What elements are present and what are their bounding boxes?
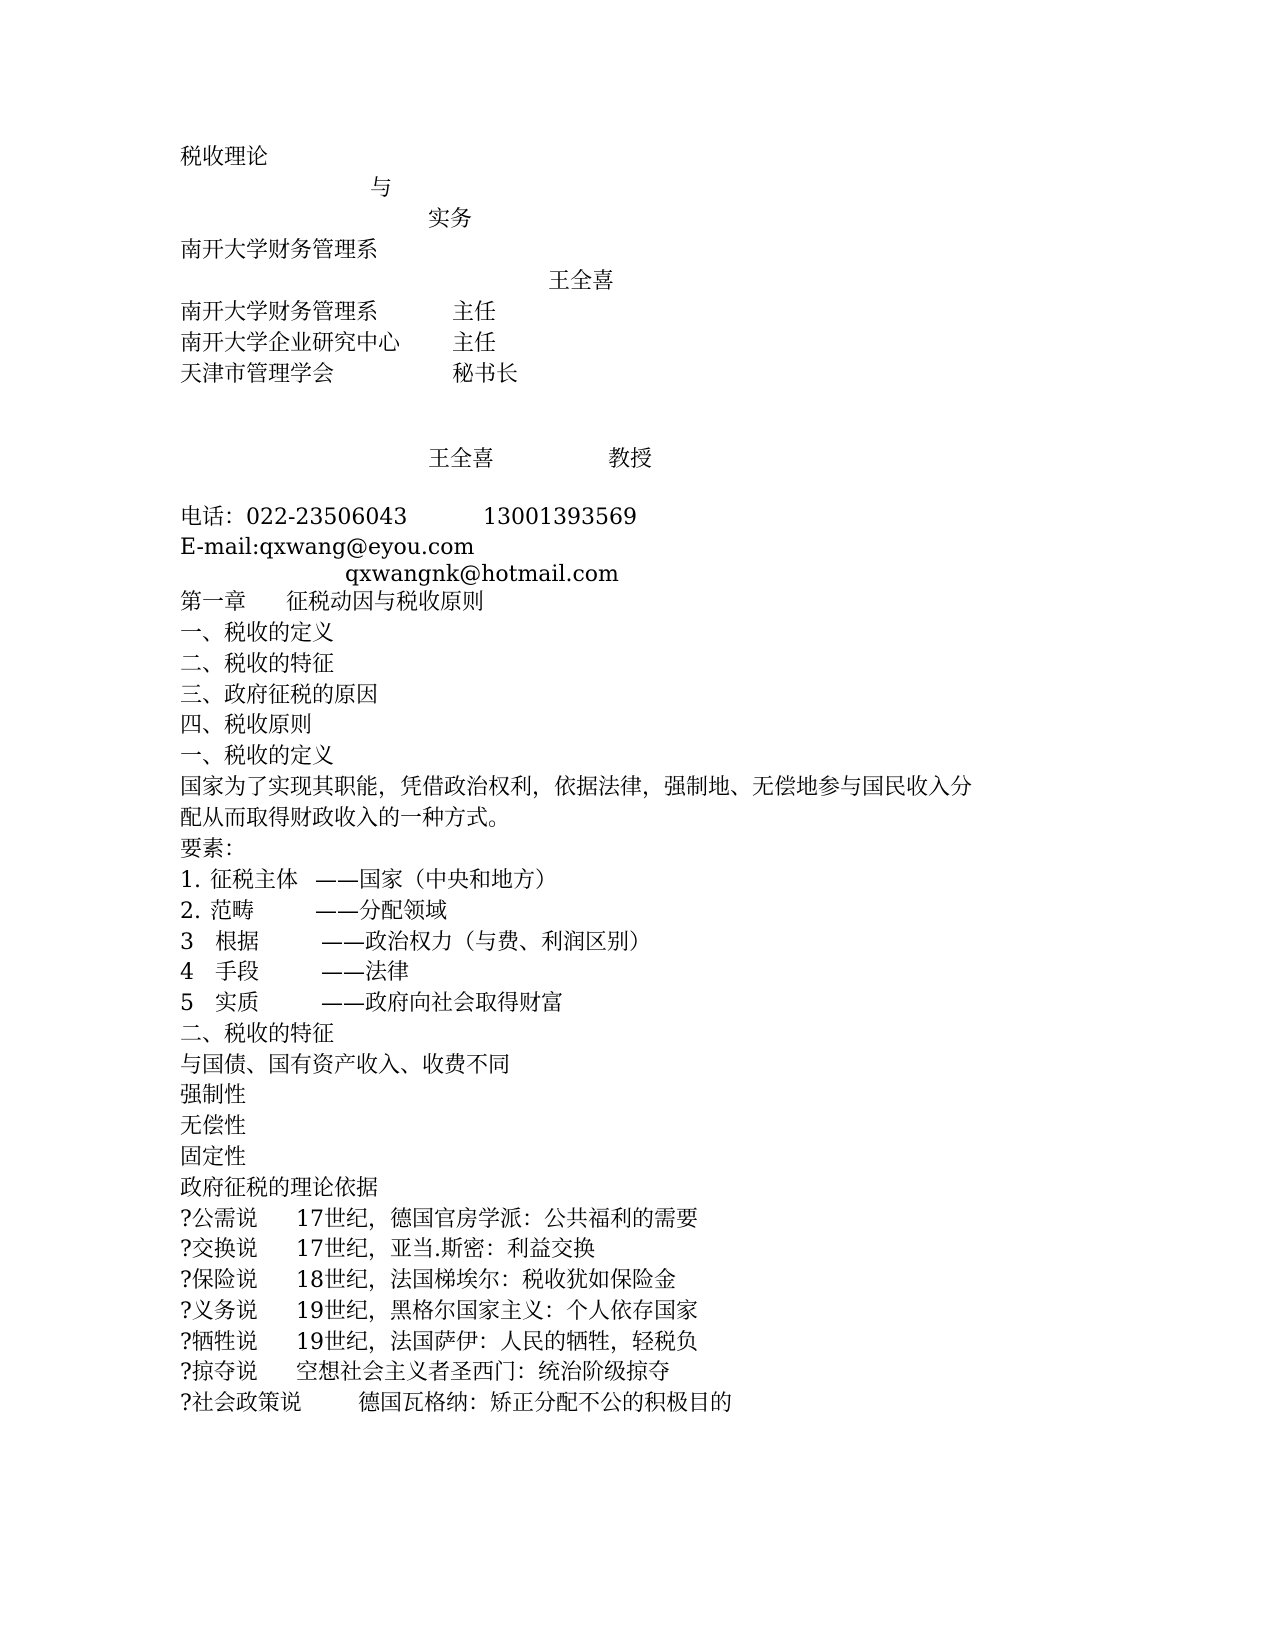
department: 南开大学财务管理系 — [180, 238, 379, 263]
toc-item: 二、税收的特征 — [180, 652, 335, 677]
position-role: 主任 — [452, 331, 497, 356]
element-number: 5 — [180, 991, 194, 1016]
theory-desc: 德国瓦格纳：矫正分配不公的积极目的 — [358, 1391, 733, 1416]
chapter-number: 第一章 — [180, 590, 247, 615]
theory-desc: 17世纪，德国官房学派：公共福利的需要 — [296, 1207, 698, 1232]
position-role: 主任 — [452, 300, 497, 325]
theory-desc: 18世纪，法国梯埃尔：税收犹如保险金 — [296, 1268, 676, 1293]
definition-paragraph-line: 配从而取得财政收入的一种方式。 — [180, 806, 511, 831]
element-term: 范畴 — [210, 899, 255, 924]
position-org: 南开大学财务管理系 — [180, 300, 379, 325]
theory-name: ?社会政策说 — [180, 1391, 302, 1416]
element-desc: ——政治权力（与费、利润区别） — [321, 930, 652, 955]
title-line-3: 实务 — [428, 207, 473, 232]
feature-item: 无偿性 — [180, 1114, 247, 1139]
element-number: 1. — [180, 868, 201, 893]
theory-name: ?义务说 — [180, 1299, 258, 1324]
features-intro: 与国债、国有资产收入、收费不同 — [180, 1053, 511, 1078]
theory-desc: 19世纪，法国萨伊：人民的牺牲，轻税负 — [296, 1330, 698, 1355]
chapter-title: 征税动因与税收原则 — [286, 590, 485, 615]
definition-paragraph-line: 国家为了实现其职能，凭借政治权利，依据法律，强制地、无偿地参与国民收入分 — [180, 775, 973, 800]
mobile: 13001393569 — [483, 505, 637, 530]
theory-name: ?牺牲说 — [180, 1330, 258, 1355]
elements-label: 要素： — [180, 837, 247, 862]
signature-name: 王全喜 — [428, 447, 495, 472]
title-line-1: 税收理论 — [180, 145, 269, 170]
element-term: 征税主体 — [210, 868, 299, 893]
phone: 电话：022-23506043 — [180, 505, 408, 530]
element-term: 实质 — [215, 991, 260, 1016]
signature-title: 教授 — [608, 447, 653, 472]
element-desc: ——法律 — [321, 960, 410, 985]
theory-name: ?交换说 — [180, 1237, 258, 1262]
toc-item: 三、政府征税的原因 — [180, 683, 379, 708]
author-name: 王全喜 — [548, 269, 615, 294]
element-term: 根据 — [215, 930, 260, 955]
element-desc: ——政府向社会取得财富 — [321, 991, 564, 1016]
section-heading: 一、税收的定义 — [180, 744, 335, 769]
position-org: 天津市管理学会 — [180, 362, 335, 387]
toc-item: 一、税收的定义 — [180, 621, 335, 646]
email-secondary: qxwangnk@hotmail.com — [345, 562, 619, 587]
theory-desc: 17世纪，亚当.斯密：利益交换 — [296, 1237, 595, 1262]
theory-desc: 19世纪，黑格尔国家主义：个人依存国家 — [296, 1299, 698, 1324]
title-line-2: 与 — [370, 176, 393, 201]
element-desc: ——分配领域 — [315, 899, 448, 924]
feature-item: 强制性 — [180, 1083, 247, 1108]
element-term: 手段 — [215, 960, 260, 985]
element-number: 4 — [180, 960, 194, 985]
element-number: 3 — [180, 930, 194, 955]
theory-name: ?保险说 — [180, 1268, 258, 1293]
theory-name: ?公需说 — [180, 1207, 258, 1232]
element-number: 2. — [180, 899, 201, 924]
element-desc: ——国家（中央和地方） — [315, 868, 558, 893]
position-role: 秘书长 — [452, 362, 519, 387]
email-primary: E-mail:qxwang@eyou.com — [180, 535, 475, 560]
theory-desc: 空想社会主义者圣西门：统治阶级掠夺 — [296, 1360, 671, 1385]
position-org: 南开大学企业研究中心 — [180, 331, 401, 356]
theory-name: ?掠夺说 — [180, 1360, 258, 1385]
feature-item: 固定性 — [180, 1145, 247, 1170]
toc-item: 四、税收原则 — [180, 713, 313, 738]
section-heading: 二、税收的特征 — [180, 1022, 335, 1047]
theories-heading: 政府征税的理论依据 — [180, 1176, 379, 1201]
